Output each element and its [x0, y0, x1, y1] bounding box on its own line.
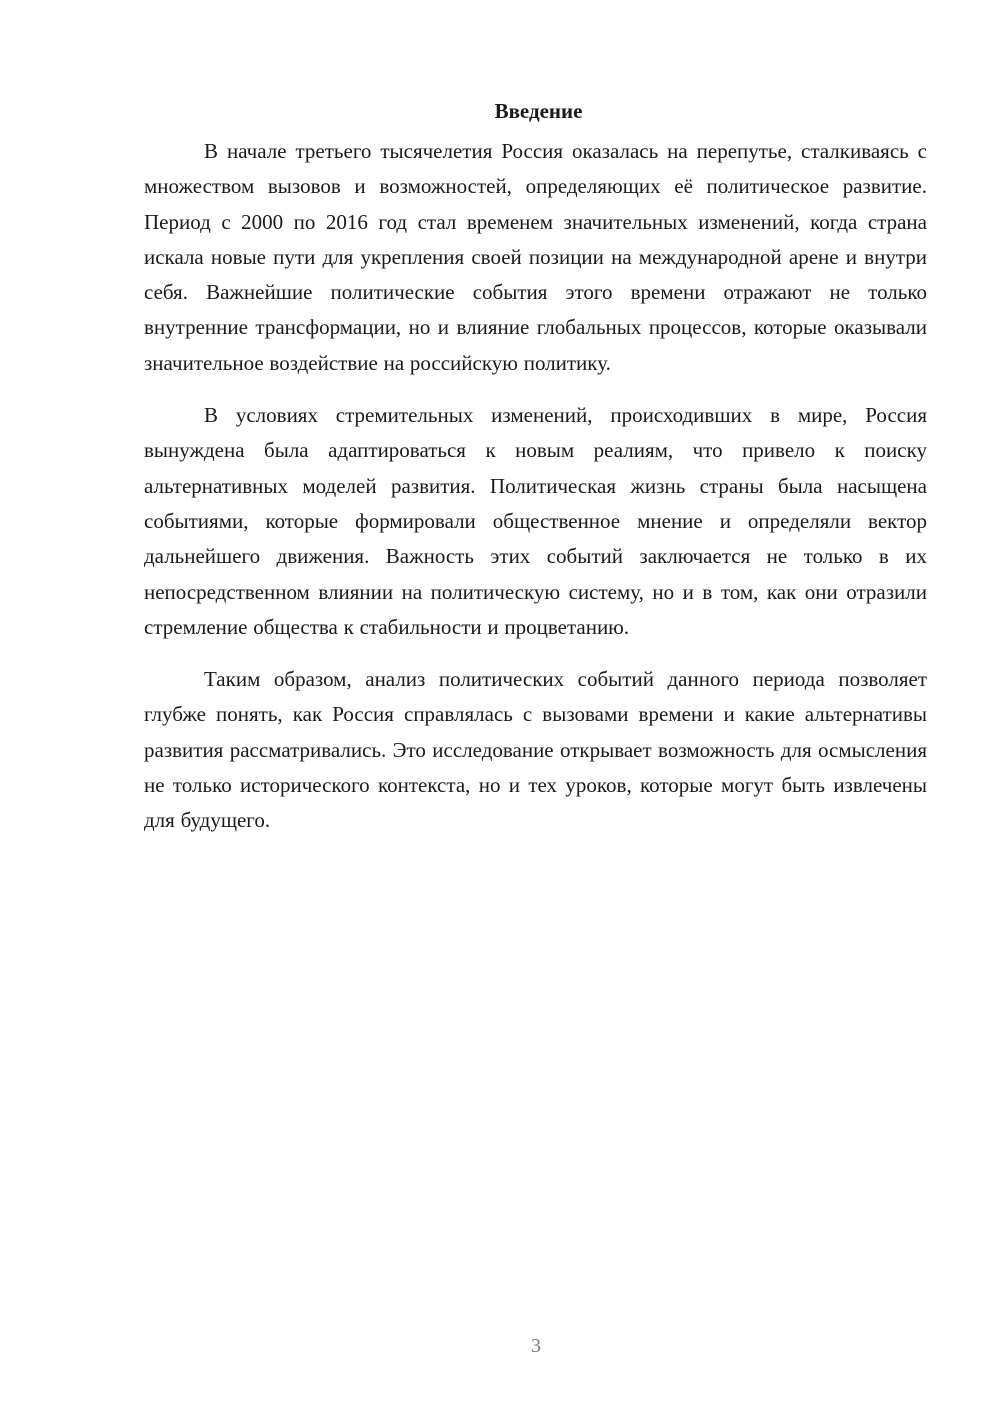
page-content: [144, 94, 927, 839]
paragraph-2: В условиях стремительных изменений, происходивших в мире, Россия вынуждена была адаптироваться к новым реалиям, что привело к поиску альтернативных моделей развития. Политическая жизнь страны была насыщена событиями, которые формировали общественное мнение и определяли вектор дальнейшего движения. Важность этих событий заключается не только в их непосредственном влиянии на политическую систему, но и в том, как они отразили стремление общества к стабильности и процветанию.: [144, 403, 927, 639]
page-number: 3: [531, 1335, 541, 1357]
paragraph-3: Таким образом, анализ политических событий данного периода позволяет глубже понять, как Россия справлялась с вызовами времени и какие альтернативы развития рассматривались. Это исследование открывает возможность для осмысления не только исторического контекста, но и тех уроков, которые могут быть извлечены для будущего.: [144, 667, 927, 833]
paragraph-1: В начале третьего тысячелетия Россия оказалась на перепутье, сталкиваясь с множеством вызовов и возможностей, определяющих её политическое развитие. Период с 2000 по 2016 год стал временем значительных изменений, когда страна искала новые пути для укрепления своей позиции на международной арене и внутри себя. Важнейшие политические события этого времени отражают не только внутренние трансформации, но и влияние глобальных процессов, которые оказывали значительное воздействие на российскую политику.: [144, 139, 927, 375]
section-heading: Введение: [494, 99, 583, 123]
